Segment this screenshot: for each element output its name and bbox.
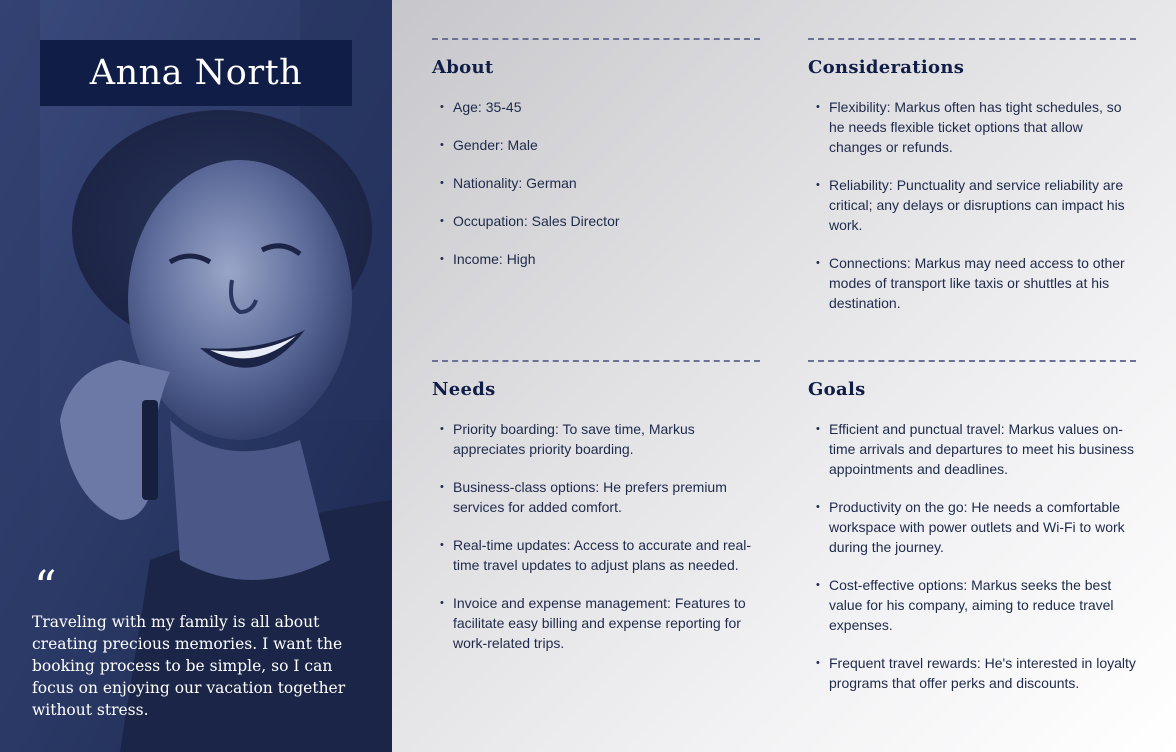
- about-list: [432, 97, 760, 269]
- goals-section: [808, 360, 1136, 711]
- list-item: • Age: 35-45: [440, 97, 760, 117]
- about-section: [432, 38, 760, 287]
- list-item: • Real-time updates: Access to accurate and real-time travel updates to adjust plans as needed.: [440, 535, 760, 575]
- section-divider: [808, 38, 1136, 40]
- list-item: • Efficient and punctual travel: Markus values on-time arrivals and departures to meet his business appointments and deadlines.: [816, 419, 1136, 479]
- needs-list: [432, 419, 760, 653]
- considerations-list: [808, 97, 1136, 313]
- list-item: • Occupation: Sales Director: [440, 211, 760, 231]
- section-title: Needs: [432, 379, 496, 400]
- goals-list: [808, 419, 1136, 693]
- persona-name: Anna North: [89, 53, 303, 93]
- list-item: • Reliability: Punctuality and service reliability are critical; any delays or disruptions can impact his work.: [816, 175, 1136, 235]
- list-item: • Priority boarding: To save time, Markus appreciates priority boarding.: [440, 419, 760, 459]
- section-divider: [808, 360, 1136, 362]
- section-title: Considerations: [808, 57, 965, 78]
- persona-quote: Traveling with my family is all about creating precious memories. I want the booking process to be simple, so I can focus on enjoying our vacation together without stress.: [32, 613, 346, 719]
- section-title: About: [432, 57, 494, 78]
- list-item: • Connections: Markus may need access to other modes of transport like taxis or shuttles at his destination.: [816, 253, 1136, 313]
- persona-name-box: [40, 40, 352, 106]
- list-item: • Flexibility: Markus often has tight schedules, so he needs flexible ticket options that allow changes or refunds.: [816, 97, 1136, 157]
- quote-icon: “: [34, 562, 57, 613]
- list-item: • Invoice and expense management: Features to facilitate easy billing and expense reporting for work-related trips.: [440, 593, 760, 653]
- list-item: • Business-class options: He prefers premium services for added comfort.: [440, 477, 760, 517]
- considerations-section: [808, 38, 1136, 331]
- persona-details: [392, 0, 1176, 752]
- list-item: • Gender: Male: [440, 135, 760, 155]
- list-item: • Cost-effective options: Markus seeks the best value for his company, aiming to reduce travel expenses.: [816, 575, 1136, 635]
- section-divider: [432, 38, 760, 40]
- section-divider: [432, 360, 760, 362]
- section-title: Goals: [808, 379, 866, 400]
- list-item: • Income: High: [440, 249, 760, 269]
- list-item: • Productivity on the go: He needs a comfortable workspace with power outlets and Wi-Fi to work during the journey.: [816, 497, 1136, 557]
- list-item: • Nationality: German: [440, 173, 760, 193]
- persona-panel: [0, 0, 392, 752]
- needs-section: [432, 360, 760, 671]
- list-item: • Frequent travel rewards: He's interested in loyalty programs that offer perks and discounts.: [816, 653, 1136, 693]
